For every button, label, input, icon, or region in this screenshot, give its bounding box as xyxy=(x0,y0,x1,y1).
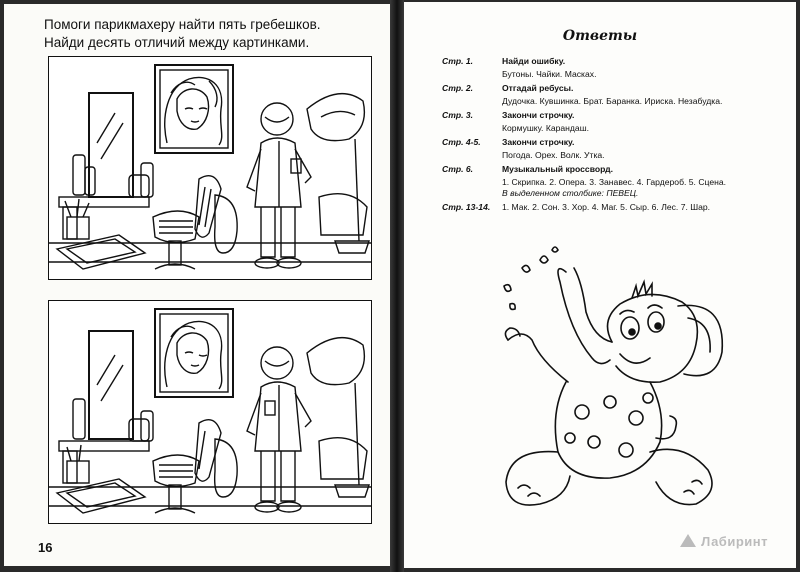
answer-page-ref: Стр. 13-14. xyxy=(442,202,491,212)
answer-entry xyxy=(442,164,787,199)
labirint-watermark xyxy=(680,534,768,549)
answer-entry xyxy=(442,110,787,134)
instructions xyxy=(44,16,321,52)
barber-shop-illustration-bottom xyxy=(49,301,371,523)
answer-page-ref: Стр. 3. xyxy=(442,110,474,120)
elephant-coloring-illustration xyxy=(470,242,732,532)
answer-entry xyxy=(442,83,787,107)
answer-page-ref: Стр. 6. xyxy=(442,164,474,174)
bottom-picture-panel xyxy=(48,300,372,524)
answer-text: Кормушку. Карандаш. xyxy=(502,123,589,133)
instruction-line-1: Помоги парикмахеру найти пять гребешков. xyxy=(44,17,321,32)
answer-text: Дудочка. Кувшинка. Брат. Баранка. Ириска. Незабудка. xyxy=(502,96,723,106)
answer-entry xyxy=(442,137,787,161)
answer-heading: Найди ошибку. xyxy=(502,56,566,66)
answers-list xyxy=(442,56,787,216)
left-page xyxy=(4,4,390,566)
top-picture-panel xyxy=(48,56,372,280)
answer-text: 1. Мак. 2. Сон. 3. Хор. 4. Маг. 5. Сыр. 6. Лес. 7. Шар. xyxy=(502,202,711,212)
answer-text: Погода. Орех. Волк. Утка. xyxy=(502,150,605,160)
answer-entry xyxy=(442,202,787,213)
watermark-text: Лабиринт xyxy=(701,534,768,549)
answer-page-ref: Стр. 2. xyxy=(442,83,474,93)
book-gutter xyxy=(390,0,404,572)
answer-note: В выделенном столбике: ПЕВЕЦ. xyxy=(502,188,639,198)
right-page xyxy=(404,2,796,568)
answer-page-ref: Стр. 4-5. xyxy=(442,137,481,147)
answer-heading: Музыкальный кроссворд. xyxy=(502,164,614,174)
answers-title: Ответы xyxy=(562,28,638,44)
answer-heading: Закончи строчку. xyxy=(502,137,575,147)
labirint-logo-icon xyxy=(680,534,696,547)
instruction-line-2: Найди десять отличий между картинками. xyxy=(44,35,310,50)
answer-heading: Отгадай ребусы. xyxy=(502,83,574,93)
page-number: 16 xyxy=(38,540,53,555)
answer-text: 1. Скрипка. 2. Опера. 3. Занавес. 4. Гардероб. 5. Сцена. xyxy=(502,177,727,187)
barber-shop-illustration-top xyxy=(49,57,371,279)
answer-page-ref: Стр. 1. xyxy=(442,56,474,66)
answer-entry xyxy=(442,56,787,80)
answer-text: Бутоны. Чайки. Масках. xyxy=(502,69,597,79)
answer-heading: Закончи строчку. xyxy=(502,110,575,120)
